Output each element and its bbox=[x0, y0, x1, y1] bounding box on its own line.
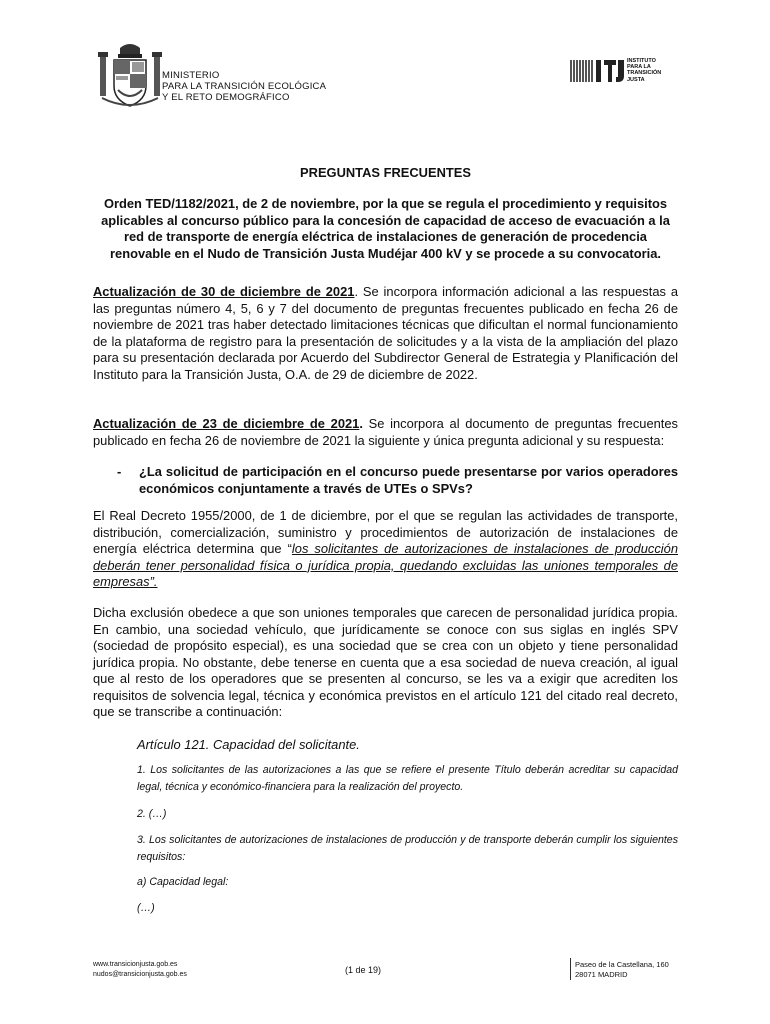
article-paragraph-1: 1. Los solicitantes de las autorizaciones a las que se refiere el presente Título deberán acreditar su capacidad legal, técnica y económico-financiera para la realización del proyecto. bbox=[137, 764, 678, 793]
footer-divider bbox=[570, 958, 571, 980]
itj-name bbox=[627, 58, 661, 83]
itj-line-2: PARA LA bbox=[627, 64, 651, 71]
article-paragraph-3: 3. Los solicitantes de autorizaciones de instalaciones de producción y de transporte deberán cumplir los siguientes requisitos: bbox=[137, 834, 678, 863]
answer-1-end: ”. bbox=[149, 574, 158, 589]
answer-paragraph-1 bbox=[93, 508, 678, 591]
update-paragraph-2 bbox=[93, 416, 678, 449]
update-2-dot: . bbox=[359, 416, 363, 431]
page-number: (1 de 19) bbox=[345, 965, 382, 975]
ministry-line-3: Y EL RETO DEMOGRÁFICO bbox=[162, 92, 290, 103]
bullet-dash: - bbox=[117, 464, 122, 479]
itj-line-4: JUSTA bbox=[627, 76, 645, 83]
answer-1-quote: los solicitantes de autorizaciones de instalaciones de producción deberán tener personalidad física o jurídica propia, quedando excluidas las uniones temporales de empresas bbox=[93, 541, 678, 589]
footer-address-line-1: Paseo de la Castellana, 160 bbox=[575, 960, 669, 969]
coat-of-arms-logo bbox=[98, 42, 162, 112]
update-2-heading: Actualización de 23 de diciembre de 2021 bbox=[93, 416, 360, 431]
question-text: ¿La solicitud de participación en el concurso puede presentarse por varios operadores económicos conjuntamente a través de UTEs o SPVs? bbox=[139, 464, 678, 496]
update-paragraph-1 bbox=[93, 284, 678, 383]
page-title: PREGUNTAS FRECUENTES bbox=[300, 165, 471, 180]
update-2-body: Se incorpora al documento de preguntas frecuentes publicado en fecha 26 de noviembre de 2021 la siguiente y única pregunta adicional y su respuesta: bbox=[93, 416, 678, 448]
itj-logo bbox=[570, 58, 680, 84]
update-1-heading: Actualización de 30 de diciembre de 2021 bbox=[93, 284, 355, 299]
footer-contact bbox=[93, 960, 187, 980]
article-paragraph-5: (…) bbox=[137, 902, 155, 914]
answer-1-intro: El Real Decreto 1955/2000, de 1 de diciembre, por el que se regulan las actividades de transporte, distribución, comercialización, suministro y procedimientos de autorización de instalaciones de energía eléctrica determina que “ bbox=[93, 508, 678, 556]
article-paragraph-4: a) Capacidad legal: bbox=[137, 876, 229, 888]
article-title: Artículo 121. Capacidad del solicitante. bbox=[137, 737, 360, 752]
footer-email-link[interactable]: nudos@transicionjusta.gob.es bbox=[93, 971, 187, 978]
itj-line-3: TRANSICIÓN bbox=[627, 70, 662, 77]
order-heading: Orden TED/1182/2021, de 2 de noviembre, por la que se regula el procedimiento y requisitos aplicables al concurso público para la concesión de capacidad de acceso de evacuación a la red de transporte de energía eléctrica de instalaciones de generación de procedencia renovable en el Nudo de Transición Justa Mudéjar 400 kV y se procede a su convocatoria. bbox=[101, 196, 670, 261]
article-paragraph-2: 2. (…) bbox=[137, 808, 167, 820]
answer-paragraph-2: Dicha exclusión obedece a que son uniones temporales que carecen de personalidad jurídica propia. En cambio, una sociedad vehículo, que jurídicamente se conoce con sus siglas en inglés SPV (sociedad de propósito especial), es una sociedad que se crea con un objeto y tiene personalidad jurídica propia. No obstante, debe tenerse en cuenta que a esa sociedad de nueva creación, al igual que al resto de los operadores que se presenten al concurso, se les va a exigir que acrediten los requisitos de solvencia legal, técnica y económica previstos en el artículo 121 del citado real decreto, que se transcribe a continuación: bbox=[93, 605, 678, 719]
footer-address-line-2: 28071 MADRID bbox=[575, 970, 628, 979]
ministry-name bbox=[162, 70, 326, 103]
footer-address bbox=[575, 960, 669, 980]
update-1-body: . Se incorpora información adicional a las respuestas a las preguntas número 4, 5, 6 y 7 del documento de preguntas frecuentes publicado en fecha 26 de noviembre de 2021 tras haber detectado limitaciones técnicas que dificultan el normal funcionamiento de la plataforma de registro para la presentación de solicitudes y a la vista de la ampliación del plazo para su presentación declarada por Acuerdo del Subdirector General de Estrategia y Planificación del Instituto para la Transición Justa, O.A. de 29 de diciembre de 2022. bbox=[93, 284, 678, 382]
itj-line-1: INSTITUTO bbox=[627, 58, 656, 64]
footer-website-link[interactable]: www.transicionjusta.gob.es bbox=[93, 961, 178, 968]
ministry-line-1: MINISTERIO bbox=[162, 70, 220, 81]
ministry-line-2: PARA LA TRANSICIÓN ECOLÓGICA bbox=[162, 81, 327, 92]
